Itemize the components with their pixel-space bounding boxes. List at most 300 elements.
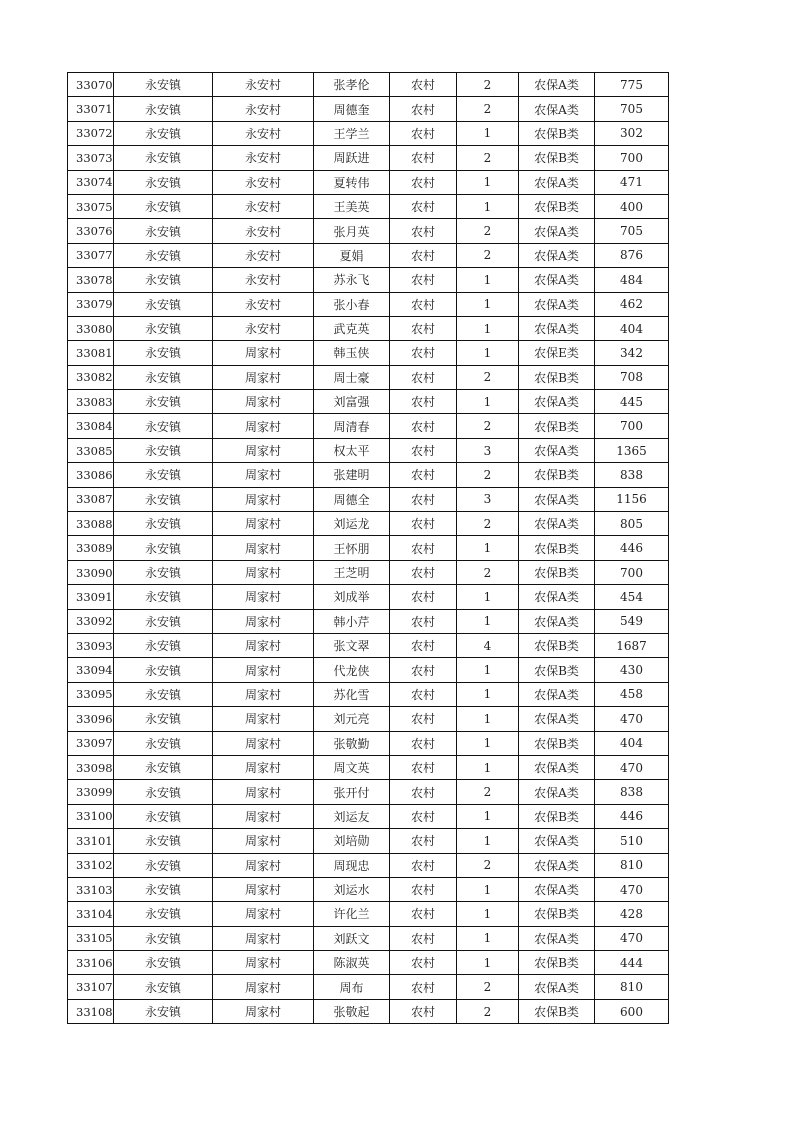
amount-cell: 510 [595, 829, 669, 853]
village-cell: 周家村 [213, 707, 314, 731]
household-size-cell: 2 [457, 219, 519, 243]
household-size-cell: 1 [457, 926, 519, 950]
insurance-category-cell: 农保B类 [519, 365, 595, 389]
record-id-cell: 33096 [68, 707, 114, 731]
insurance-category-cell: 农保B类 [519, 804, 595, 828]
insurance-category-cell: 农保A类 [519, 438, 595, 462]
insurance-category-cell: 农保A类 [519, 707, 595, 731]
area-type-cell: 农村 [390, 73, 457, 97]
table-row [68, 97, 669, 121]
household-size-cell: 2 [457, 780, 519, 804]
town-cell: 永安镇 [114, 707, 213, 731]
record-id-cell: 33086 [68, 463, 114, 487]
table-row [68, 316, 669, 340]
table-row [68, 829, 669, 853]
town-cell: 永安镇 [114, 146, 213, 170]
table-row [68, 463, 669, 487]
name-cell: 张孝伦 [314, 73, 390, 97]
area-type-cell: 农村 [390, 487, 457, 511]
record-id-cell: 33101 [68, 829, 114, 853]
insurance-category-cell: 农保A类 [519, 487, 595, 511]
insurance-category-cell: 农保B类 [519, 633, 595, 657]
amount-cell: 838 [595, 463, 669, 487]
town-cell: 永安镇 [114, 438, 213, 462]
name-cell: 代龙侠 [314, 658, 390, 682]
town-cell: 永安镇 [114, 780, 213, 804]
table-body [68, 73, 669, 1024]
amount-cell: 470 [595, 877, 669, 901]
name-cell: 韩玉侠 [314, 341, 390, 365]
name-cell: 周文英 [314, 755, 390, 779]
area-type-cell: 农村 [390, 121, 457, 145]
record-id-cell: 33097 [68, 731, 114, 755]
amount-cell: 470 [595, 755, 669, 779]
town-cell: 永安镇 [114, 975, 213, 999]
area-type-cell: 农村 [390, 390, 457, 414]
record-id-cell: 33076 [68, 219, 114, 243]
table-row [68, 268, 669, 292]
village-cell: 永安村 [213, 268, 314, 292]
table-row [68, 487, 669, 511]
village-cell: 周家村 [213, 609, 314, 633]
area-type-cell: 农村 [390, 463, 457, 487]
amount-cell: 342 [595, 341, 669, 365]
table-row [68, 951, 669, 975]
area-type-cell: 农村 [390, 219, 457, 243]
village-cell: 永安村 [213, 316, 314, 340]
household-size-cell: 2 [457, 146, 519, 170]
insurance-category-cell: 农保A类 [519, 390, 595, 414]
name-cell: 王学兰 [314, 121, 390, 145]
household-size-cell: 2 [457, 97, 519, 121]
table-row [68, 658, 669, 682]
amount-cell: 445 [595, 390, 669, 414]
insurance-category-cell: 农保A类 [519, 316, 595, 340]
town-cell: 永安镇 [114, 292, 213, 316]
household-size-cell: 2 [457, 463, 519, 487]
area-type-cell: 农村 [390, 877, 457, 901]
town-cell: 永安镇 [114, 341, 213, 365]
table-row [68, 341, 669, 365]
household-size-cell: 1 [457, 829, 519, 853]
insurance-category-cell: 农保A类 [519, 877, 595, 901]
record-id-cell: 33089 [68, 536, 114, 560]
area-type-cell: 农村 [390, 341, 457, 365]
record-id-cell: 33084 [68, 414, 114, 438]
insurance-category-cell: 农保A类 [519, 975, 595, 999]
household-size-cell: 1 [457, 316, 519, 340]
amount-cell: 1687 [595, 633, 669, 657]
record-id-cell: 33091 [68, 585, 114, 609]
village-cell: 永安村 [213, 73, 314, 97]
insurance-category-cell: 农保B类 [519, 463, 595, 487]
town-cell: 永安镇 [114, 536, 213, 560]
household-size-cell: 3 [457, 487, 519, 511]
town-cell: 永安镇 [114, 560, 213, 584]
area-type-cell: 农村 [390, 707, 457, 731]
amount-cell: 454 [595, 585, 669, 609]
household-size-cell: 1 [457, 194, 519, 218]
village-cell: 周家村 [213, 487, 314, 511]
town-cell: 永安镇 [114, 585, 213, 609]
town-cell: 永安镇 [114, 682, 213, 706]
village-cell: 永安村 [213, 121, 314, 145]
name-cell: 周跃进 [314, 146, 390, 170]
area-type-cell: 农村 [390, 999, 457, 1023]
name-cell: 张敬勤 [314, 731, 390, 755]
town-cell: 永安镇 [114, 658, 213, 682]
name-cell: 张小春 [314, 292, 390, 316]
record-id-cell: 33103 [68, 877, 114, 901]
village-cell: 周家村 [213, 682, 314, 706]
name-cell: 夏转伟 [314, 170, 390, 194]
household-size-cell: 1 [457, 804, 519, 828]
household-size-cell: 1 [457, 268, 519, 292]
record-id-cell: 33087 [68, 487, 114, 511]
amount-cell: 302 [595, 121, 669, 145]
village-cell: 周家村 [213, 829, 314, 853]
household-size-cell: 1 [457, 731, 519, 755]
amount-cell: 428 [595, 902, 669, 926]
household-size-cell: 1 [457, 536, 519, 560]
name-cell: 张建明 [314, 463, 390, 487]
household-size-cell: 2 [457, 414, 519, 438]
town-cell: 永安镇 [114, 487, 213, 511]
insurance-category-cell: 农保B类 [519, 536, 595, 560]
village-cell: 周家村 [213, 633, 314, 657]
household-size-cell: 1 [457, 682, 519, 706]
household-size-cell: 2 [457, 975, 519, 999]
village-cell: 永安村 [213, 146, 314, 170]
name-cell: 周清春 [314, 414, 390, 438]
insurance-category-cell: 农保A类 [519, 609, 595, 633]
name-cell: 张敬起 [314, 999, 390, 1023]
household-size-cell: 1 [457, 609, 519, 633]
amount-cell: 708 [595, 365, 669, 389]
insurance-category-cell: 农保B类 [519, 146, 595, 170]
area-type-cell: 农村 [390, 243, 457, 267]
town-cell: 永安镇 [114, 316, 213, 340]
area-type-cell: 农村 [390, 536, 457, 560]
table-row [68, 682, 669, 706]
table-row [68, 219, 669, 243]
household-size-cell: 1 [457, 121, 519, 145]
name-cell: 刘成举 [314, 585, 390, 609]
name-cell: 周布 [314, 975, 390, 999]
insurance-category-cell: 农保A类 [519, 682, 595, 706]
amount-cell: 444 [595, 951, 669, 975]
town-cell: 永安镇 [114, 121, 213, 145]
town-cell: 永安镇 [114, 926, 213, 950]
household-size-cell: 1 [457, 755, 519, 779]
insurance-category-cell: 农保A类 [519, 853, 595, 877]
record-id-cell: 33082 [68, 365, 114, 389]
amount-cell: 700 [595, 414, 669, 438]
table-row [68, 853, 669, 877]
household-size-cell: 1 [457, 877, 519, 901]
record-id-cell: 33090 [68, 560, 114, 584]
household-size-cell: 1 [457, 902, 519, 926]
village-cell: 永安村 [213, 243, 314, 267]
area-type-cell: 农村 [390, 755, 457, 779]
area-type-cell: 农村 [390, 951, 457, 975]
town-cell: 永安镇 [114, 243, 213, 267]
area-type-cell: 农村 [390, 194, 457, 218]
insurance-category-cell: 农保A类 [519, 926, 595, 950]
amount-cell: 810 [595, 975, 669, 999]
amount-cell: 430 [595, 658, 669, 682]
record-id-cell: 33088 [68, 512, 114, 536]
record-id-cell: 33079 [68, 292, 114, 316]
table-row [68, 414, 669, 438]
name-cell: 张月英 [314, 219, 390, 243]
amount-cell: 1156 [595, 487, 669, 511]
table-row [68, 999, 669, 1023]
household-size-cell: 1 [457, 341, 519, 365]
area-type-cell: 农村 [390, 414, 457, 438]
town-cell: 永安镇 [114, 731, 213, 755]
data-table [67, 72, 669, 1024]
village-cell: 周家村 [213, 512, 314, 536]
household-size-cell: 2 [457, 560, 519, 584]
amount-cell: 446 [595, 804, 669, 828]
area-type-cell: 农村 [390, 682, 457, 706]
table-row [68, 146, 669, 170]
amount-cell: 805 [595, 512, 669, 536]
table-row [68, 194, 669, 218]
village-cell: 周家村 [213, 560, 314, 584]
record-id-cell: 33078 [68, 268, 114, 292]
record-id-cell: 33081 [68, 341, 114, 365]
amount-cell: 838 [595, 780, 669, 804]
record-id-cell: 33073 [68, 146, 114, 170]
amount-cell: 705 [595, 97, 669, 121]
table-row [68, 243, 669, 267]
town-cell: 永安镇 [114, 268, 213, 292]
village-cell: 周家村 [213, 438, 314, 462]
record-id-cell: 33085 [68, 438, 114, 462]
area-type-cell: 农村 [390, 170, 457, 194]
area-type-cell: 农村 [390, 731, 457, 755]
insurance-category-cell: 农保E类 [519, 341, 595, 365]
table-row [68, 707, 669, 731]
village-cell: 周家村 [213, 585, 314, 609]
insurance-category-cell: 农保A类 [519, 219, 595, 243]
table-row [68, 170, 669, 194]
area-type-cell: 农村 [390, 609, 457, 633]
table-row [68, 438, 669, 462]
village-cell: 周家村 [213, 755, 314, 779]
area-type-cell: 农村 [390, 853, 457, 877]
table-row [68, 585, 669, 609]
area-type-cell: 农村 [390, 585, 457, 609]
table-row [68, 804, 669, 828]
household-size-cell: 1 [457, 390, 519, 414]
table-row [68, 390, 669, 414]
amount-cell: 810 [595, 853, 669, 877]
town-cell: 永安镇 [114, 97, 213, 121]
household-size-cell: 2 [457, 73, 519, 97]
household-size-cell: 1 [457, 292, 519, 316]
name-cell: 王美英 [314, 194, 390, 218]
table-row [68, 755, 669, 779]
insurance-category-cell: 农保B类 [519, 658, 595, 682]
name-cell: 刘运水 [314, 877, 390, 901]
area-type-cell: 农村 [390, 633, 457, 657]
table-row [68, 73, 669, 97]
record-id-cell: 33080 [68, 316, 114, 340]
amount-cell: 876 [595, 243, 669, 267]
insurance-category-cell: 农保A类 [519, 780, 595, 804]
town-cell: 永安镇 [114, 219, 213, 243]
area-type-cell: 农村 [390, 658, 457, 682]
household-size-cell: 1 [457, 707, 519, 731]
name-cell: 权太平 [314, 438, 390, 462]
insurance-category-cell: 农保B类 [519, 560, 595, 584]
table-row [68, 975, 669, 999]
name-cell: 周德奎 [314, 97, 390, 121]
insurance-category-cell: 农保A类 [519, 585, 595, 609]
town-cell: 永安镇 [114, 609, 213, 633]
area-type-cell: 农村 [390, 316, 457, 340]
insurance-category-cell: 农保A类 [519, 73, 595, 97]
name-cell: 张文翠 [314, 633, 390, 657]
amount-cell: 404 [595, 731, 669, 755]
record-id-cell: 33102 [68, 853, 114, 877]
record-id-cell: 33106 [68, 951, 114, 975]
insurance-category-cell: 农保A类 [519, 755, 595, 779]
town-cell: 永安镇 [114, 829, 213, 853]
town-cell: 永安镇 [114, 512, 213, 536]
name-cell: 陈淑英 [314, 951, 390, 975]
town-cell: 永安镇 [114, 365, 213, 389]
village-cell: 永安村 [213, 194, 314, 218]
table-row [68, 292, 669, 316]
amount-cell: 549 [595, 609, 669, 633]
town-cell: 永安镇 [114, 877, 213, 901]
area-type-cell: 农村 [390, 365, 457, 389]
record-id-cell: 33095 [68, 682, 114, 706]
amount-cell: 446 [595, 536, 669, 560]
town-cell: 永安镇 [114, 73, 213, 97]
record-id-cell: 33098 [68, 755, 114, 779]
town-cell: 永安镇 [114, 804, 213, 828]
area-type-cell: 农村 [390, 512, 457, 536]
household-size-cell: 2 [457, 365, 519, 389]
amount-cell: 470 [595, 926, 669, 950]
amount-cell: 705 [595, 219, 669, 243]
household-size-cell: 1 [457, 170, 519, 194]
household-size-cell: 1 [457, 951, 519, 975]
village-cell: 周家村 [213, 536, 314, 560]
area-type-cell: 农村 [390, 438, 457, 462]
village-cell: 周家村 [213, 999, 314, 1023]
amount-cell: 400 [595, 194, 669, 218]
name-cell: 张开付 [314, 780, 390, 804]
town-cell: 永安镇 [114, 902, 213, 926]
record-id-cell: 33099 [68, 780, 114, 804]
record-id-cell: 33071 [68, 97, 114, 121]
name-cell: 刘运龙 [314, 512, 390, 536]
town-cell: 永安镇 [114, 951, 213, 975]
table-row [68, 877, 669, 901]
area-type-cell: 农村 [390, 902, 457, 926]
area-type-cell: 农村 [390, 146, 457, 170]
household-size-cell: 2 [457, 999, 519, 1023]
name-cell: 韩小芹 [314, 609, 390, 633]
village-cell: 永安村 [213, 170, 314, 194]
household-size-cell: 2 [457, 243, 519, 267]
insurance-category-cell: 农保B类 [519, 902, 595, 926]
village-cell: 周家村 [213, 658, 314, 682]
area-type-cell: 农村 [390, 926, 457, 950]
village-cell: 永安村 [213, 219, 314, 243]
insurance-category-cell: 农保B类 [519, 731, 595, 755]
name-cell: 刘运友 [314, 804, 390, 828]
village-cell: 周家村 [213, 414, 314, 438]
insurance-category-cell: 农保A类 [519, 170, 595, 194]
village-cell: 永安村 [213, 97, 314, 121]
amount-cell: 1365 [595, 438, 669, 462]
name-cell: 周士豪 [314, 365, 390, 389]
name-cell: 周德全 [314, 487, 390, 511]
name-cell: 夏娟 [314, 243, 390, 267]
village-cell: 周家村 [213, 804, 314, 828]
record-id-cell: 33075 [68, 194, 114, 218]
table-row [68, 780, 669, 804]
name-cell: 刘元亮 [314, 707, 390, 731]
town-cell: 永安镇 [114, 170, 213, 194]
area-type-cell: 农村 [390, 780, 457, 804]
table-row [68, 609, 669, 633]
household-size-cell: 2 [457, 512, 519, 536]
household-size-cell: 1 [457, 658, 519, 682]
name-cell: 王怀朋 [314, 536, 390, 560]
area-type-cell: 农村 [390, 97, 457, 121]
name-cell: 苏永飞 [314, 268, 390, 292]
table-row [68, 536, 669, 560]
village-cell: 周家村 [213, 463, 314, 487]
village-cell: 周家村 [213, 877, 314, 901]
record-id-cell: 33093 [68, 633, 114, 657]
table-row [68, 902, 669, 926]
record-id-cell: 33094 [68, 658, 114, 682]
table-row [68, 633, 669, 657]
table-row [68, 560, 669, 584]
record-id-cell: 33070 [68, 73, 114, 97]
amount-cell: 404 [595, 316, 669, 340]
table-row [68, 365, 669, 389]
household-size-cell: 3 [457, 438, 519, 462]
town-cell: 永安镇 [114, 633, 213, 657]
insurance-category-cell: 农保A类 [519, 829, 595, 853]
name-cell: 苏化雪 [314, 682, 390, 706]
area-type-cell: 农村 [390, 829, 457, 853]
village-cell: 周家村 [213, 731, 314, 755]
record-id-cell: 33092 [68, 609, 114, 633]
amount-cell: 470 [595, 707, 669, 731]
village-cell: 周家村 [213, 975, 314, 999]
record-id-cell: 33107 [68, 975, 114, 999]
name-cell: 周现忠 [314, 853, 390, 877]
village-cell: 周家村 [213, 902, 314, 926]
town-cell: 永安镇 [114, 414, 213, 438]
name-cell: 刘跃文 [314, 926, 390, 950]
insurance-category-cell: 农保B类 [519, 951, 595, 975]
record-id-cell: 33108 [68, 999, 114, 1023]
village-cell: 周家村 [213, 926, 314, 950]
area-type-cell: 农村 [390, 268, 457, 292]
